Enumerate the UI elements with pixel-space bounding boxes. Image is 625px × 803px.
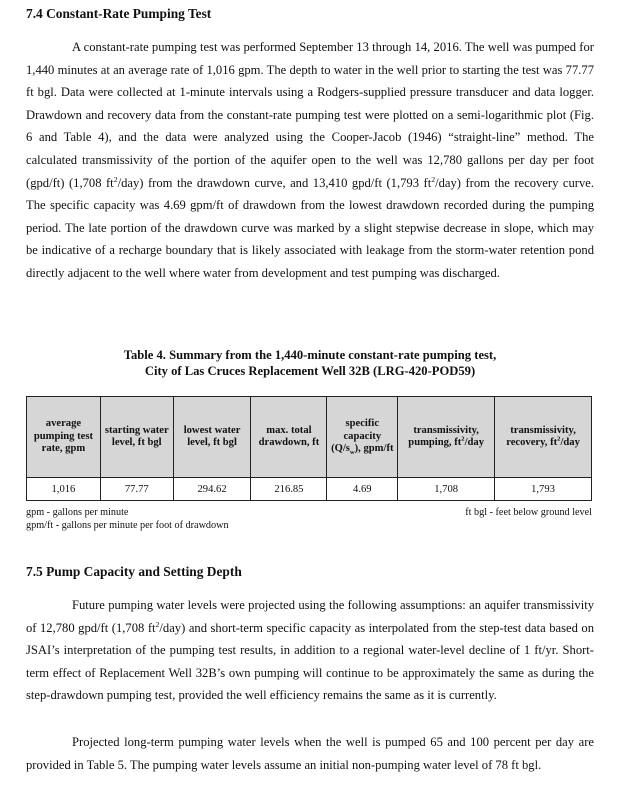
paragraph-text: /day) from the recovery curve. The specific capacity was 4.69 gpm/ft of drawdown from the lowest drawdown recorded during the pumping period. The late portion of the drawdown curve was marked by a slight stepwise decrease in slope, which may be indicative of a recharge boundary that is likely associated with leakage from the storm-water retention pond directly adjacent to the well where water from development and test pumping was discharged. xyxy=(26,175,594,280)
header-transmissivity-pumping: transmissivity, pumping, $ft^2$/day xyxy=(398,397,495,478)
header-average-pumping-rate: average pumping test rate, gpm xyxy=(27,397,101,478)
header-specific-capacity: specific capacity $(Q/s_w)$, gpm/ft xyxy=(327,397,398,478)
pump-capacity-paragraph-1 xyxy=(26,594,594,707)
table-cell: 4.69 xyxy=(327,478,398,501)
table-cell: 77.77 xyxy=(100,478,173,501)
table-cell: 294.62 xyxy=(173,478,251,501)
table-notes-left xyxy=(26,507,229,532)
paragraph-text: A constant-rate pumping test was performed September 13 through 14, 2016. The well was pumped for 1,440 minutes at an average rate of 1,016 gpm. The depth to water in the well prior to starting the test was 77.77 ft bgl. Data were collected at 1-minute intervals using a Rodgers-supplied pressure transducer and data logger. Drawdown and recovery data from the constant-rate pumping test were plotted on a semi-logarithmic plot (Fig. 6 and Table 4), and the data were analyzed using the Cooper-Jacob (1946) “straight-line” method. The calculated transmissivity of the portion of the aquifer open to the well was 12,780 gallons per day per foot (gpd/ft) (1,708 ft xyxy=(26,40,594,190)
table-cell: 1,016 xyxy=(27,478,101,501)
note-gpm-ft: gpm/ft - gallons per minute per foot of drawdown xyxy=(26,519,229,531)
superscript: 2 xyxy=(155,619,160,629)
constant-rate-test-paragraph xyxy=(26,36,594,285)
superscript: 2 xyxy=(113,174,118,184)
note-ft-bgl: ft bgl - feet below ground level xyxy=(465,507,592,518)
table-notes xyxy=(26,507,592,532)
table-caption-line-2: City of Las Cruces Replacement Well 32B (LRG-420-POD59) xyxy=(144,363,476,378)
table-row xyxy=(27,478,592,501)
superscript: 2 xyxy=(431,174,436,184)
header-starting-water-level: starting water level, ft bgl xyxy=(100,397,173,478)
pump-capacity-paragraph-2 xyxy=(26,731,594,776)
table-caption-line-1: Table 4. Summary from the 1,440-minute constant-rate pumping test, xyxy=(123,348,497,362)
paragraph-text: Projected long-term pumping water levels when the well is pumped 65 and 100 percent per day are provided in Table 5. The pumping water levels assume an initial non-pumping water level of 78 ft bgl. xyxy=(26,735,594,772)
pumping-test-summary-table xyxy=(26,396,592,501)
header-max-total-drawdown: max. total drawdown, ft xyxy=(251,397,327,478)
table-caption xyxy=(26,348,594,379)
section-title-constant-rate-test: 7.4 Constant-Rate Pumping Test xyxy=(26,6,212,21)
paragraph-text: /day) and short-term specific capacity as interpolated from the step-test data based on JSAI’s interpretation of the pumping test results, in addition to a regional water-level decline of 1 ft/yr. Short-term effect of Replacement Well 32B’s own pumping will continue to be approximately the same as during the step-drawdown pumping test, provided the well efficiency remains the same as it is currently. xyxy=(26,620,594,703)
header-lowest-water-level: lowest water level, ft bgl xyxy=(173,397,251,478)
paragraph-text: /day) from the drawdown curve, and 13,410 gpd/ft (1,793 ft xyxy=(117,175,432,190)
table-cell: 216.85 xyxy=(251,478,327,501)
table-cell: 1,793 xyxy=(495,478,592,501)
section-title-pump-capacity: 7.5 Pump Capacity and Setting Depth xyxy=(26,564,242,579)
table-header-row xyxy=(27,397,592,478)
note-gpm: gpm - gallons per minute xyxy=(26,507,129,518)
table-cell: 1,708 xyxy=(398,478,495,501)
paragraph-text: Future pumping water levels were projected using the following assumptions: an aquifer transmissivity of 12,780 gpd/ft (1,708 ft xyxy=(26,598,594,635)
header-transmissivity-recovery: transmissivity, recovery, $ft^2$/day xyxy=(495,397,592,478)
